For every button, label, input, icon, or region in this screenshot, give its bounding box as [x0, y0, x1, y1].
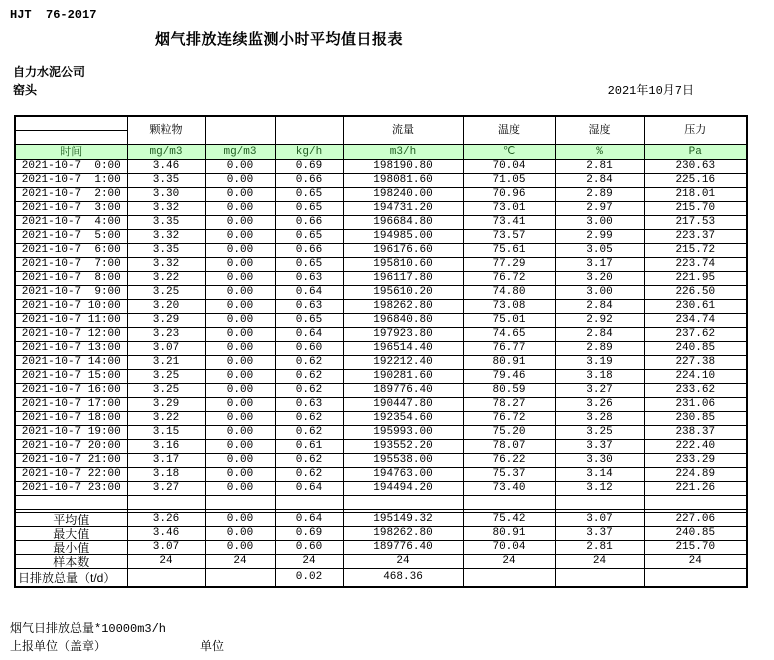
value-cell: 3.07 [127, 342, 205, 356]
value-cell: 196684.80 [343, 216, 463, 230]
value-cell: 3.16 [127, 440, 205, 454]
value-cell: 192354.60 [343, 412, 463, 426]
summary-value-cell: 24 [205, 555, 275, 569]
time-cell: 2021-10-7 4:00 [15, 216, 127, 230]
value-cell: 218.01 [644, 188, 747, 202]
value-cell: 0.65 [275, 188, 343, 202]
summary-label: 最小值 [15, 541, 127, 555]
table-row [15, 398, 747, 412]
time-cell: 2021-10-7 16:00 [15, 384, 127, 398]
summary-value-cell: 215.70 [644, 541, 747, 555]
value-cell: 0.66 [275, 216, 343, 230]
value-cell: 2.81 [555, 160, 644, 174]
value-cell: 0.00 [205, 188, 275, 202]
value-cell: 0.00 [205, 230, 275, 244]
time-cell: 2021-10-7 14:00 [15, 356, 127, 370]
value-cell: 73.08 [463, 300, 555, 314]
value-cell: 233.29 [644, 454, 747, 468]
value-cell: 237.62 [644, 328, 747, 342]
column-group-header: 流量 [343, 116, 463, 145]
value-cell: 3.30 [127, 188, 205, 202]
value-cell: 0.61 [275, 440, 343, 454]
value-cell: 75.61 [463, 244, 555, 258]
value-cell: 0.00 [205, 244, 275, 258]
value-cell: 0.00 [205, 384, 275, 398]
value-cell: 3.29 [127, 398, 205, 412]
table-row [15, 356, 747, 370]
value-cell: 194985.00 [343, 230, 463, 244]
value-cell: 75.20 [463, 426, 555, 440]
summary-row [15, 541, 747, 555]
value-cell: 195610.20 [343, 286, 463, 300]
value-cell: 0.65 [275, 230, 343, 244]
value-cell: 0.00 [205, 328, 275, 342]
value-cell: 215.70 [644, 202, 747, 216]
value-cell: 0.62 [275, 468, 343, 482]
blank-cell [15, 496, 127, 510]
table-row [15, 160, 747, 174]
value-cell: 194731.20 [343, 202, 463, 216]
standard-code: HJT 76-2017 [10, 8, 97, 22]
value-cell: 3.20 [127, 300, 205, 314]
value-cell: 221.26 [644, 482, 747, 496]
value-cell: 196176.60 [343, 244, 463, 258]
value-cell: 0.00 [205, 272, 275, 286]
value-cell: 0.62 [275, 426, 343, 440]
value-cell: 76.72 [463, 272, 555, 286]
value-cell: 2.99 [555, 230, 644, 244]
value-cell: 198262.80 [343, 300, 463, 314]
value-cell: 231.06 [644, 398, 747, 412]
total-value-cell [463, 569, 555, 588]
value-cell: 3.25 [555, 426, 644, 440]
value-cell: 71.05 [463, 174, 555, 188]
value-cell: 217.53 [644, 216, 747, 230]
summary-value-cell: 198262.80 [343, 527, 463, 541]
corner-cell-bottom [15, 131, 127, 145]
value-cell: 3.30 [555, 454, 644, 468]
value-cell: 73.57 [463, 230, 555, 244]
summary-value-cell: 3.37 [555, 527, 644, 541]
blank-cell [127, 496, 205, 510]
summary-value-cell: 2.81 [555, 541, 644, 555]
value-cell: 3.18 [555, 370, 644, 384]
value-cell: 70.04 [463, 160, 555, 174]
summary-value-cell: 24 [343, 555, 463, 569]
summary-value-cell: 0.60 [275, 541, 343, 555]
value-cell: 233.62 [644, 384, 747, 398]
value-cell: 80.59 [463, 384, 555, 398]
summary-value-cell: 70.04 [463, 541, 555, 555]
value-cell: 2.92 [555, 314, 644, 328]
value-cell: 196840.80 [343, 314, 463, 328]
table-row [15, 328, 747, 342]
value-cell: 0.63 [275, 300, 343, 314]
time-cell: 2021-10-7 21:00 [15, 454, 127, 468]
value-cell: 3.21 [127, 356, 205, 370]
value-cell: 224.10 [644, 370, 747, 384]
time-cell: 2021-10-7 23:00 [15, 482, 127, 496]
summary-value-cell: 227.06 [644, 513, 747, 527]
value-cell: 3.35 [127, 244, 205, 258]
time-cell: 2021-10-7 3:00 [15, 202, 127, 216]
value-cell: 2.84 [555, 300, 644, 314]
value-cell: 0.69 [275, 160, 343, 174]
time-cell: 2021-10-7 8:00 [15, 272, 127, 286]
value-cell: 193552.20 [343, 440, 463, 454]
summary-value-cell: 0.64 [275, 513, 343, 527]
value-cell: 73.01 [463, 202, 555, 216]
value-cell: 0.60 [275, 342, 343, 356]
monitoring-point: 窑头 [13, 84, 38, 98]
value-cell: 197923.80 [343, 328, 463, 342]
column-group-header: 温度 [463, 116, 555, 145]
value-cell: 3.22 [127, 412, 205, 426]
value-cell: 0.66 [275, 244, 343, 258]
value-cell: 0.62 [275, 356, 343, 370]
summary-value-cell: 0.00 [205, 527, 275, 541]
time-cell: 2021-10-7 13:00 [15, 342, 127, 356]
unit-header: ℃ [463, 145, 555, 160]
table-row [15, 174, 747, 188]
unit-header: mg/m3 [127, 145, 205, 160]
summary-value-cell: 0.69 [275, 527, 343, 541]
time-cell: 2021-10-7 9:00 [15, 286, 127, 300]
value-cell: 3.26 [555, 398, 644, 412]
value-cell: 0.00 [205, 286, 275, 300]
value-cell: 198190.80 [343, 160, 463, 174]
time-column-header: 时间 [15, 145, 127, 160]
value-cell: 0.00 [205, 258, 275, 272]
time-cell: 2021-10-7 7:00 [15, 258, 127, 272]
value-cell: 0.65 [275, 202, 343, 216]
summary-value-cell: 24 [555, 555, 644, 569]
value-cell: 222.40 [644, 440, 747, 454]
header-row-top [15, 116, 747, 131]
table-row [15, 272, 747, 286]
value-cell: 0.65 [275, 314, 343, 328]
summary-value-cell: 3.46 [127, 527, 205, 541]
time-cell: 2021-10-7 15:00 [15, 370, 127, 384]
value-cell: 76.72 [463, 412, 555, 426]
value-cell: 3.22 [127, 272, 205, 286]
table-row [15, 440, 747, 454]
value-cell: 3.12 [555, 482, 644, 496]
table-row [15, 314, 747, 328]
summary-value-cell: 24 [275, 555, 343, 569]
total-value-cell [644, 569, 747, 588]
value-cell: 3.14 [555, 468, 644, 482]
value-cell: 3.25 [127, 384, 205, 398]
value-cell: 195810.60 [343, 258, 463, 272]
value-cell: 3.29 [127, 314, 205, 328]
value-cell: 3.15 [127, 426, 205, 440]
total-value-cell: 0.02 [275, 569, 343, 588]
blank-cell [463, 496, 555, 510]
total-value-cell [205, 569, 275, 588]
column-group-header: 湿度 [555, 116, 644, 145]
value-cell: 0.64 [275, 286, 343, 300]
value-cell: 75.37 [463, 468, 555, 482]
value-cell: 3.05 [555, 244, 644, 258]
value-cell: 0.00 [205, 300, 275, 314]
value-cell: 79.46 [463, 370, 555, 384]
value-cell: 3.37 [555, 440, 644, 454]
summary-value-cell: 3.26 [127, 513, 205, 527]
summary-value-cell: 240.85 [644, 527, 747, 541]
value-cell: 0.00 [205, 314, 275, 328]
value-cell: 3.25 [127, 370, 205, 384]
value-cell: 0.00 [205, 202, 275, 216]
value-cell: 223.37 [644, 230, 747, 244]
table-row [15, 230, 747, 244]
value-cell: 73.40 [463, 482, 555, 496]
value-cell: 0.00 [205, 160, 275, 174]
value-cell: 3.32 [127, 230, 205, 244]
value-cell: 0.00 [205, 482, 275, 496]
summary-value-cell: 75.42 [463, 513, 555, 527]
table-row [15, 342, 747, 356]
value-cell: 2.84 [555, 328, 644, 342]
unit-header: m3/h [343, 145, 463, 160]
table-row [15, 412, 747, 426]
company-name: 自力水泥公司 [13, 66, 86, 80]
value-cell: 3.27 [127, 482, 205, 496]
value-cell: 3.25 [127, 286, 205, 300]
value-cell: 3.35 [127, 216, 205, 230]
value-cell: 190447.80 [343, 398, 463, 412]
time-cell: 2021-10-7 6:00 [15, 244, 127, 258]
value-cell: 195538.00 [343, 454, 463, 468]
value-cell: 2.89 [555, 342, 644, 356]
value-cell: 230.85 [644, 412, 747, 426]
value-cell: 0.00 [205, 370, 275, 384]
blank-cell [555, 496, 644, 510]
value-cell: 0.62 [275, 412, 343, 426]
blank-cell [275, 496, 343, 510]
value-cell: 3.27 [555, 384, 644, 398]
value-cell: 0.63 [275, 272, 343, 286]
value-cell: 3.00 [555, 216, 644, 230]
value-cell: 0.00 [205, 174, 275, 188]
value-cell: 77.29 [463, 258, 555, 272]
value-cell: 0.65 [275, 258, 343, 272]
value-cell: 3.20 [555, 272, 644, 286]
unit-header: kg/h [275, 145, 343, 160]
value-cell: 189776.40 [343, 384, 463, 398]
time-cell: 2021-10-7 11:00 [15, 314, 127, 328]
value-cell: 78.07 [463, 440, 555, 454]
value-cell: 227.38 [644, 356, 747, 370]
table-row [15, 216, 747, 230]
value-cell: 3.23 [127, 328, 205, 342]
summary-label: 样本数 [15, 555, 127, 569]
blank-cell [205, 496, 275, 510]
value-cell: 0.62 [275, 454, 343, 468]
report-title: 烟气排放连续监测小时平均值日报表 [155, 32, 404, 49]
table-row [15, 258, 747, 272]
summary-value-cell: 0.00 [205, 513, 275, 527]
value-cell: 3.35 [127, 174, 205, 188]
time-cell: 2021-10-7 22:00 [15, 468, 127, 482]
table-row [15, 384, 747, 398]
summary-value-cell: 24 [127, 555, 205, 569]
value-cell: 230.61 [644, 300, 747, 314]
table-row [15, 244, 747, 258]
value-cell: 230.63 [644, 160, 747, 174]
table-row [15, 202, 747, 216]
summary-row [15, 555, 747, 569]
summary-label: 平均值 [15, 513, 127, 527]
value-cell: 221.95 [644, 272, 747, 286]
summary-row [15, 513, 747, 527]
value-cell: 74.65 [463, 328, 555, 342]
value-cell: 223.74 [644, 258, 747, 272]
unit-header: mg/m3 [205, 145, 275, 160]
time-cell: 2021-10-7 10:00 [15, 300, 127, 314]
value-cell: 80.91 [463, 356, 555, 370]
value-cell: 76.77 [463, 342, 555, 356]
summary-value-cell: 24 [463, 555, 555, 569]
time-cell: 2021-10-7 17:00 [15, 398, 127, 412]
value-cell: 240.85 [644, 342, 747, 356]
value-cell: 3.18 [127, 468, 205, 482]
table-row [15, 454, 747, 468]
value-cell: 3.17 [127, 454, 205, 468]
time-cell: 2021-10-7 2:00 [15, 188, 127, 202]
value-cell: 195993.00 [343, 426, 463, 440]
value-cell: 196514.40 [343, 342, 463, 356]
value-cell: 3.17 [555, 258, 644, 272]
daily-total-row [15, 569, 747, 588]
value-cell: 0.00 [205, 216, 275, 230]
value-cell: 196117.80 [343, 272, 463, 286]
unit-label: 单位 [200, 640, 225, 654]
time-cell: 2021-10-7 18:00 [15, 412, 127, 426]
blank-cell [644, 496, 747, 510]
table-row [15, 468, 747, 482]
value-cell: 0.00 [205, 454, 275, 468]
value-cell: 78.27 [463, 398, 555, 412]
time-cell: 2021-10-7 0:00 [15, 160, 127, 174]
value-cell: 0.00 [205, 468, 275, 482]
report-table [14, 115, 748, 588]
table-row [15, 286, 747, 300]
value-cell: 3.32 [127, 258, 205, 272]
value-cell: 194763.00 [343, 468, 463, 482]
value-cell: 0.00 [205, 426, 275, 440]
column-group-header [275, 116, 343, 145]
value-cell: 0.66 [275, 174, 343, 188]
column-group-header [205, 116, 275, 145]
value-cell: 215.72 [644, 244, 747, 258]
value-cell: 0.00 [205, 440, 275, 454]
table-row [15, 482, 747, 496]
value-cell: 0.64 [275, 482, 343, 496]
summary-row [15, 527, 747, 541]
value-cell: 2.84 [555, 174, 644, 188]
value-cell: 190281.60 [343, 370, 463, 384]
time-cell: 2021-10-7 20:00 [15, 440, 127, 454]
value-cell: 3.32 [127, 202, 205, 216]
summary-value-cell: 3.07 [555, 513, 644, 527]
summary-value-cell: 189776.40 [343, 541, 463, 555]
value-cell: 3.28 [555, 412, 644, 426]
value-cell: 3.19 [555, 356, 644, 370]
value-cell: 2.89 [555, 188, 644, 202]
report-unit-label: 上报单位（盖章） [10, 640, 107, 654]
value-cell: 225.16 [644, 174, 747, 188]
value-cell: 3.00 [555, 286, 644, 300]
report-date: 2021年10月7日 [607, 84, 694, 98]
value-cell: 0.00 [205, 412, 275, 426]
total-value-cell [127, 569, 205, 588]
blank-row [15, 496, 747, 510]
value-cell: 0.64 [275, 328, 343, 342]
total-label: 日排放总量（t/d） [15, 569, 127, 588]
value-cell: 0.00 [205, 356, 275, 370]
table-row [15, 188, 747, 202]
value-cell: 198240.00 [343, 188, 463, 202]
unit-header: % [555, 145, 644, 160]
value-cell: 198081.60 [343, 174, 463, 188]
table-row [15, 370, 747, 384]
value-cell: 70.96 [463, 188, 555, 202]
time-cell: 2021-10-7 12:00 [15, 328, 127, 342]
value-cell: 194494.20 [343, 482, 463, 496]
footer-note: 烟气日排放总量*10000m3/h [10, 622, 167, 636]
total-value-cell: 468.36 [343, 569, 463, 588]
summary-label: 最大值 [15, 527, 127, 541]
time-cell: 2021-10-7 1:00 [15, 174, 127, 188]
value-cell: 224.89 [644, 468, 747, 482]
summary-value-cell: 3.07 [127, 541, 205, 555]
value-cell: 75.01 [463, 314, 555, 328]
unit-header-row [15, 145, 747, 160]
value-cell: 73.41 [463, 216, 555, 230]
unit-header: Pa [644, 145, 747, 160]
value-cell: 226.50 [644, 286, 747, 300]
value-cell: 0.00 [205, 398, 275, 412]
blank-cell [343, 496, 463, 510]
table-row [15, 300, 747, 314]
value-cell: 238.37 [644, 426, 747, 440]
value-cell: 76.22 [463, 454, 555, 468]
value-cell: 192212.40 [343, 356, 463, 370]
value-cell: 0.62 [275, 384, 343, 398]
total-value-cell [555, 569, 644, 588]
value-cell: 0.63 [275, 398, 343, 412]
value-cell: 0.00 [205, 342, 275, 356]
summary-value-cell: 0.00 [205, 541, 275, 555]
value-cell: 0.62 [275, 370, 343, 384]
column-group-header: 压力 [644, 116, 747, 145]
time-cell: 2021-10-7 19:00 [15, 426, 127, 440]
value-cell: 2.97 [555, 202, 644, 216]
corner-cell-top [15, 116, 127, 131]
summary-value-cell: 80.91 [463, 527, 555, 541]
value-cell: 74.80 [463, 286, 555, 300]
value-cell: 234.74 [644, 314, 747, 328]
summary-value-cell: 195149.32 [343, 513, 463, 527]
time-cell: 2021-10-7 5:00 [15, 230, 127, 244]
table-row [15, 426, 747, 440]
column-group-header: 颗粒物 [127, 116, 205, 145]
summary-value-cell: 24 [644, 555, 747, 569]
value-cell: 3.46 [127, 160, 205, 174]
